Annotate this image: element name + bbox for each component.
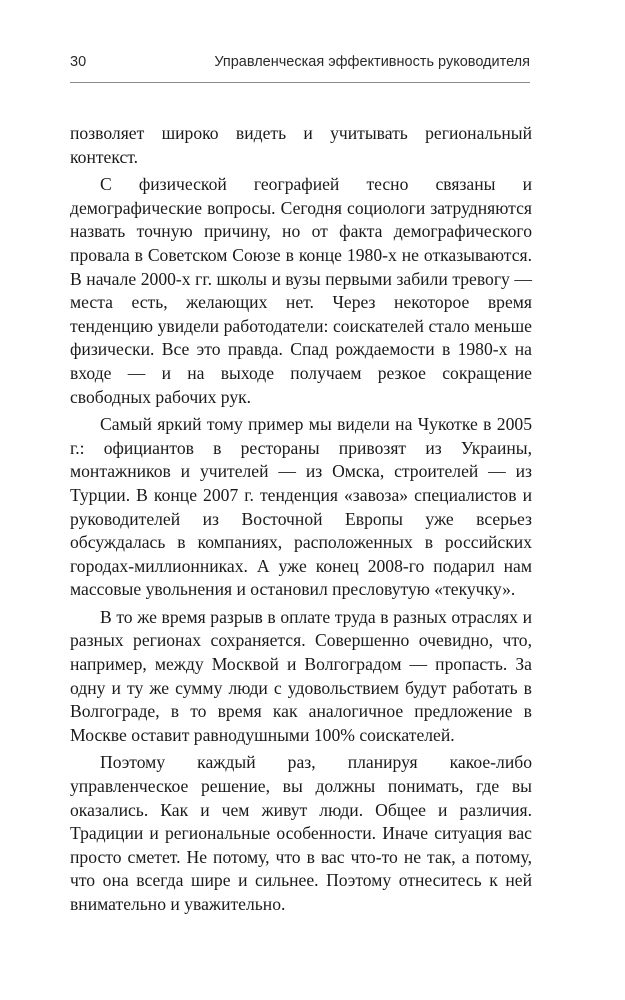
paragraph: Самый яркий тому пример мы видели на Чукотке в 2005 г.: официантов в рестораны привозят из Украины, монтажников и учителей — из Омска, строителей — из Турции. В конце 2007 г. тенденция «завоза» специалистов и руководителей из Восточной Европы уже всерьез обсуждалась в компаниях, расположенных в российских городах-миллионниках. А уже конец 2008-го подарил нам массовые увольнения и остановил пресловутую «текучку». (70, 414, 532, 600)
paragraph: С физической географией тесно связаны и демографические вопросы. Сегодня социологи затрудняются назвать точную причину, но от факта демографического провала в Советском Союзе в конце 1980-х не отказываются. В начале 2000-х гг. школы и вузы первыми забили тревогу — места есть, желающих нет. Через некоторое время тенденцию увидели работодатели: соискателей стало меньше физически. Все это правда. Спад рождаемости в 1980-х на входе — и на выходе получаем резкое сокращение свободных рабочих рук. (70, 174, 532, 407)
paragraph: В то же время разрыв в оплате труда в разных отраслях и разных регионах сохраняется. Совершенно очевидно, что, например, между Москвой и Волгоградом — пропасть. За одну и ту же сумму люди с удовольствием будут работать в Волгограде, в то время как аналогичное предложение в Москве оставит равнодушными 100% соискателей. (70, 606, 532, 745)
running-header (70, 48, 530, 80)
page-number: 30 (70, 54, 87, 70)
body-text (70, 122, 532, 917)
paragraph: Поэтому каждый раз, планируя какое-либо управленческое решение, вы должны понимать, где вы оказались. Как и чем живут люди. Общее и различия. Традиции и региональные особенности. Иначе ситуация вас просто сметет. Не потому, что в вас что-то не так, а потому, что она всегда шире и сильнее. Поэтому отнеситесь к ней внимательно и уважительно. (70, 752, 532, 914)
paragraph-continuation: позволяет широко видеть и учитывать региональный контекст. (70, 123, 532, 167)
book-title: Управленческая эффективность руководителя (214, 54, 530, 70)
header-rule (70, 82, 530, 83)
